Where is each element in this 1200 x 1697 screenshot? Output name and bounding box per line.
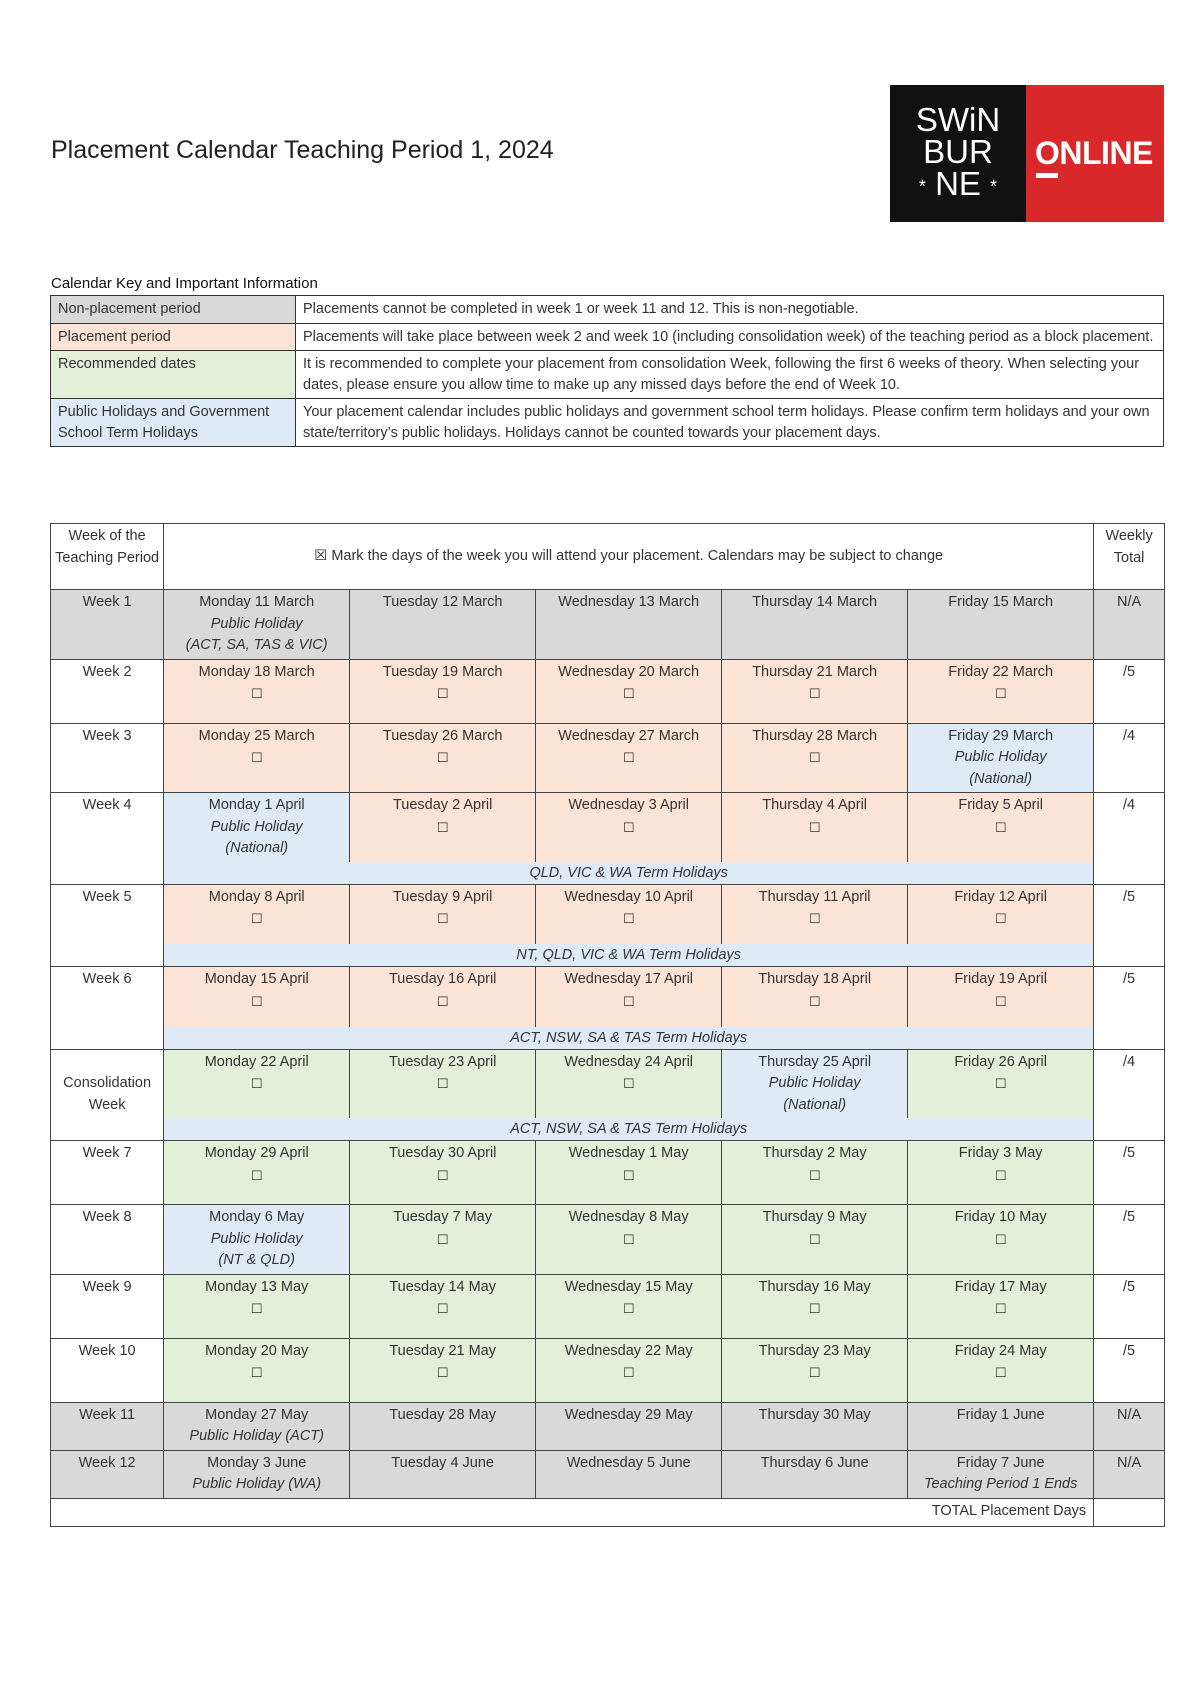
attendance-checkbox[interactable]: ☐: [250, 993, 263, 1009]
week-row: [51, 1402, 1165, 1450]
attendance-checkbox[interactable]: ☐: [436, 750, 449, 765]
day-date: Wednesday 13 March: [558, 594, 700, 610]
day-date: Wednesday 20 March: [558, 663, 700, 680]
day-cell[interactable]: [908, 1338, 1094, 1402]
day-date: Friday 19 April: [954, 971, 1047, 987]
day-date: Monday 29 April: [204, 1145, 309, 1161]
weekly-total: N/A: [1094, 1450, 1165, 1498]
weekly-total-header: Weekly Total: [1094, 524, 1165, 590]
day-note-detail: (ACT, SA, TAS & VIC): [185, 637, 328, 653]
attendance-checkbox[interactable]: ☐: [622, 993, 635, 1009]
weekly-total: /4: [1094, 723, 1165, 793]
day-date: Monday 15 April: [204, 971, 309, 987]
day-date: Friday 29 March: [948, 727, 1054, 744]
week-row: [51, 967, 1165, 1027]
day-cell[interactable]: [350, 723, 536, 793]
attendance-checkbox[interactable]: ☐: [808, 819, 821, 835]
day-cell[interactable]: [908, 659, 1094, 723]
day-date: Tuesday 30 April: [388, 1145, 497, 1161]
day-date: Friday 10 May: [954, 1209, 1047, 1225]
day-cell[interactable]: [908, 967, 1094, 1027]
day-date: Wednesday 29 May: [564, 1406, 693, 1423]
week-row: [51, 723, 1165, 793]
day-cell: [722, 590, 908, 660]
key-label: Recommended dates: [51, 351, 296, 399]
day-cell[interactable]: [164, 659, 350, 723]
week-row: [51, 659, 1165, 723]
day-date: Tuesday 9 April: [392, 888, 493, 905]
attendance-checkbox[interactable]: ☐: [436, 1231, 449, 1247]
day-cell[interactable]: [536, 1338, 722, 1402]
attendance-checkbox[interactable]: ☐: [994, 1301, 1007, 1316]
day-cell[interactable]: [722, 723, 908, 793]
day-cell[interactable]: [350, 1338, 536, 1402]
weekly-total: /5: [1094, 1274, 1165, 1338]
week-row: [51, 793, 1165, 862]
day-date: Monday 3 June: [207, 1454, 307, 1471]
page-title: Placement Calendar Teaching Period 1, 2024: [51, 136, 554, 164]
week-row: [51, 1450, 1165, 1498]
day-cell[interactable]: [536, 884, 722, 944]
day-cell[interactable]: [350, 1141, 536, 1205]
day-cell[interactable]: [722, 1274, 908, 1338]
day-cell[interactable]: [350, 793, 536, 862]
key-description: Placements cannot be completed in week 1 or week 11 and 12. This is non-negotiable.: [296, 296, 1164, 324]
day-date: Friday 5 April: [958, 797, 1043, 813]
week-row: [51, 884, 1165, 944]
day-note-detail: (National): [225, 840, 289, 856]
day-date: Thursday 6 June: [760, 1454, 869, 1471]
day-cell: [722, 1402, 908, 1450]
attendance-checkbox[interactable]: ☐: [436, 1076, 449, 1091]
term-holiday-row: [51, 1118, 1165, 1141]
attendance-checkbox[interactable]: ☐: [622, 1167, 635, 1183]
attendance-checkbox[interactable]: ☐: [994, 1076, 1007, 1091]
attendance-checkbox[interactable]: ☐: [622, 911, 635, 926]
day-note-detail: (National): [783, 1096, 847, 1113]
day-note: Public Holiday (WA): [192, 1476, 322, 1492]
weekly-total: /5: [1094, 884, 1165, 967]
total-row: [51, 1498, 1165, 1526]
logo-online-panel: [1026, 85, 1164, 222]
day-date: Wednesday 17 April: [564, 971, 694, 987]
week-column-header: Week of the Teaching Period: [51, 524, 164, 590]
day-note: Public Holiday (ACT): [189, 1428, 324, 1444]
day-cell: [536, 1450, 722, 1498]
day-date: Thursday 25 April: [758, 1053, 872, 1070]
term-holiday-banner: NT, QLD, VIC & WA Term Holidays: [164, 944, 1094, 967]
day-date: Tuesday 19 March: [382, 663, 503, 680]
term-holiday-banner: QLD, VIC & WA Term Holidays: [164, 862, 1094, 885]
week-label: Week 7: [51, 1141, 164, 1205]
weekly-total: /5: [1094, 1338, 1165, 1402]
day-date: Tuesday 7 May: [393, 1209, 492, 1225]
day-date: Friday 24 May: [954, 1342, 1047, 1359]
key-description: Placements will take place between week 2 and week 10 (including consolidation week) of the teaching period as a block placement.: [296, 323, 1164, 351]
attendance-checkbox[interactable]: ☐: [808, 911, 821, 926]
day-date: Monday 27 May: [205, 1406, 309, 1423]
day-cell[interactable]: [164, 967, 350, 1027]
attendance-checkbox[interactable]: ☐: [250, 750, 263, 765]
day-date: Wednesday 1 May: [568, 1145, 689, 1161]
attendance-checkbox[interactable]: ☐: [250, 911, 263, 926]
day-cell: [164, 793, 350, 862]
attendance-checkbox[interactable]: ☐: [436, 993, 449, 1009]
week-label: Consolidation Week: [51, 1049, 164, 1141]
day-date: Thursday 30 May: [758, 1406, 871, 1423]
attendance-checkbox[interactable]: ☐: [808, 1365, 821, 1380]
weekly-total: N/A: [1094, 590, 1165, 660]
logo-line-3: * NE *: [918, 165, 998, 203]
day-date: Thursday 23 May: [758, 1342, 871, 1359]
calendar-key-table: [50, 295, 1164, 447]
day-cell[interactable]: [536, 967, 722, 1027]
star-icon: *: [918, 176, 926, 197]
logo-wordmark: [890, 85, 1026, 222]
attendance-checkbox[interactable]: ☐: [250, 1365, 263, 1380]
calendar-header-row: [51, 524, 1165, 590]
attendance-checkbox[interactable]: ☐: [808, 686, 821, 701]
weekly-total: /4: [1094, 793, 1165, 885]
day-date: Tuesday 16 April: [388, 971, 497, 987]
day-date: Wednesday 8 May: [568, 1209, 689, 1225]
day-cell[interactable]: [908, 1205, 1094, 1275]
total-placement-days-label: TOTAL Placement Days: [51, 1498, 1094, 1526]
day-cell[interactable]: [164, 884, 350, 944]
day-date: Wednesday 15 May: [564, 1278, 693, 1295]
day-date: Friday 17 May: [954, 1278, 1047, 1295]
day-date: Wednesday 22 May: [564, 1342, 693, 1359]
instruction-header: ☒ Mark the days of the week you will attend your placement. Calendars may be subject to change: [164, 524, 1094, 590]
day-date: Thursday 9 May: [762, 1209, 867, 1225]
attendance-checkbox[interactable]: ☐: [622, 686, 635, 701]
day-date: Monday 20 May: [205, 1342, 309, 1359]
weekly-total: /5: [1094, 659, 1165, 723]
day-cell: [350, 1450, 536, 1498]
week-label: Week 12: [51, 1450, 164, 1498]
logo-line-1: SWiN: [915, 101, 1001, 139]
week-label: Week 3: [51, 723, 164, 793]
attendance-checkbox[interactable]: ☐: [622, 819, 635, 835]
key-label: Non-placement period: [51, 296, 296, 324]
key-label: Placement period: [51, 323, 296, 351]
day-date: Monday 25 March: [198, 727, 315, 744]
day-cell[interactable]: [536, 1141, 722, 1205]
attendance-checkbox[interactable]: ☐: [994, 1231, 1007, 1247]
day-cell[interactable]: [164, 723, 350, 793]
logo-online-text: ONLINE: [1035, 135, 1153, 171]
attendance-checkbox[interactable]: ☐: [994, 819, 1007, 835]
day-note: Public Holiday: [954, 749, 1047, 765]
day-cell[interactable]: [350, 1274, 536, 1338]
day-date: Monday 13 May: [205, 1278, 309, 1295]
key-label: Public Holidays and Government School Term Holidays: [51, 399, 296, 447]
day-cell[interactable]: [536, 723, 722, 793]
day-date: Friday 26 April: [954, 1053, 1047, 1070]
day-cell: [350, 590, 536, 660]
day-cell: [908, 590, 1094, 660]
key-row: [51, 323, 1164, 351]
key-heading: Calendar Key and Important Information: [51, 275, 318, 292]
key-description: It is recommended to complete your placement from consolidation Week, following the first 6 weeks of theory. When selecting your dates, please ensure you allow time to make up any missed days before the end of Week 10.: [296, 351, 1164, 399]
day-cell[interactable]: [722, 884, 908, 944]
day-note: Public Holiday: [768, 1075, 861, 1091]
attendance-checkbox[interactable]: ☐: [436, 819, 449, 835]
attendance-checkbox[interactable]: ☐: [808, 1167, 821, 1183]
day-date: Monday 6 May: [209, 1209, 305, 1225]
week-label: Week 9: [51, 1274, 164, 1338]
day-date: Monday 1 April: [208, 797, 305, 813]
term-holiday-row: [51, 1027, 1165, 1050]
day-date: Thursday 11 April: [758, 888, 871, 905]
attendance-checkbox[interactable]: ☐: [250, 1301, 263, 1316]
day-date: Thursday 28 March: [752, 727, 878, 744]
day-cell: [536, 590, 722, 660]
attendance-checkbox[interactable]: ☐: [250, 1167, 263, 1183]
day-date: Thursday 16 May: [758, 1278, 871, 1295]
day-date: Monday 18 March: [198, 663, 315, 680]
day-note-detail: (NT & QLD): [218, 1252, 295, 1268]
day-cell: [164, 1402, 350, 1450]
attendance-checkbox[interactable]: ☐: [808, 1301, 821, 1316]
day-cell[interactable]: [908, 1274, 1094, 1338]
week-row: [51, 590, 1165, 660]
attendance-checkbox[interactable]: ☐: [994, 911, 1007, 926]
day-cell[interactable]: [722, 967, 908, 1027]
day-cell[interactable]: [536, 1205, 722, 1275]
day-cell[interactable]: [536, 793, 722, 862]
day-cell[interactable]: [908, 884, 1094, 944]
attendance-checkbox[interactable]: ☐: [250, 686, 263, 701]
day-date: Tuesday 2 April: [392, 797, 493, 813]
day-cell: [908, 1450, 1094, 1498]
week-label: Week 1: [51, 590, 164, 660]
day-date: Monday 8 April: [208, 888, 305, 905]
day-cell: [722, 1049, 908, 1118]
day-note: Public Holiday: [210, 1230, 303, 1247]
day-date: Thursday 2 May: [762, 1145, 867, 1161]
attendance-checkbox[interactable]: ☐: [622, 1301, 635, 1316]
week-label: Week 2: [51, 659, 164, 723]
day-date: Tuesday 23 April: [388, 1053, 497, 1070]
week-label: Week 11: [51, 1402, 164, 1450]
day-cell: [164, 590, 350, 660]
day-date: Thursday 21 March: [752, 663, 878, 680]
key-description: Your placement calendar includes public holidays and government school term holidays. Please confirm term holidays and your own state/territory’s public holidays. Holidays cannot be counted towards your placement days.: [296, 399, 1164, 447]
attendance-checkbox[interactable]: ☐: [994, 993, 1007, 1009]
day-cell[interactable]: [164, 1049, 350, 1118]
attendance-checkbox[interactable]: ☐: [808, 1231, 821, 1247]
week-row: [51, 1205, 1165, 1275]
day-note: Public Holiday: [210, 818, 303, 835]
day-cell[interactable]: [722, 1205, 908, 1275]
day-note-detail: (National): [969, 770, 1033, 787]
logo-dash: [1036, 173, 1058, 178]
day-date: Wednesday 3 April: [568, 797, 689, 813]
day-date: Friday 1 June: [956, 1406, 1045, 1423]
term-holiday-row: [51, 862, 1165, 885]
attendance-checkbox[interactable]: ☐: [808, 750, 821, 765]
day-date: Tuesday 26 March: [382, 727, 503, 744]
term-holiday-banner: ACT, NSW, SA & TAS Term Holidays: [164, 1118, 1094, 1141]
day-cell: [722, 1450, 908, 1498]
day-date: Wednesday 10 April: [564, 888, 694, 905]
day-date: Wednesday 5 June: [566, 1454, 691, 1471]
attendance-checkbox[interactable]: ☐: [436, 911, 449, 926]
day-date: Friday 22 March: [948, 663, 1054, 680]
day-date: Thursday 4 April: [762, 797, 868, 813]
day-date: Tuesday 14 May: [389, 1278, 496, 1295]
day-cell: [350, 1402, 536, 1450]
day-cell[interactable]: [164, 1274, 350, 1338]
week-row: [51, 1049, 1165, 1118]
week-label: Week 10: [51, 1338, 164, 1402]
star-icon: *: [990, 176, 998, 197]
week-label: Week 4: [51, 793, 164, 885]
day-cell[interactable]: [164, 1338, 350, 1402]
term-holiday-row: [51, 944, 1165, 967]
day-cell[interactable]: [350, 1049, 536, 1118]
day-cell[interactable]: [350, 1205, 536, 1275]
day-date: Tuesday 4 June: [391, 1454, 494, 1471]
day-date: Friday 3 May: [958, 1145, 1043, 1161]
day-cell[interactable]: [350, 967, 536, 1027]
week-label: Week 5: [51, 884, 164, 967]
day-date: Friday 15 March: [948, 594, 1054, 610]
day-date: Monday 22 April: [204, 1053, 309, 1070]
day-cell[interactable]: [536, 1049, 722, 1118]
day-cell[interactable]: [908, 1141, 1094, 1205]
weekly-total: /5: [1094, 1205, 1165, 1275]
day-note: Public Holiday: [210, 615, 303, 632]
day-note: Teaching Period 1 Ends: [923, 1476, 1078, 1492]
day-date: Monday 11 March: [199, 594, 315, 610]
day-date: Thursday 14 March: [752, 594, 878, 610]
day-date: Tuesday 28 May: [389, 1406, 496, 1423]
day-cell[interactable]: [350, 884, 536, 944]
day-cell[interactable]: [536, 1274, 722, 1338]
day-cell[interactable]: [908, 793, 1094, 862]
key-row: [51, 296, 1164, 324]
attendance-checkbox[interactable]: ☐: [622, 1076, 635, 1091]
day-cell[interactable]: [722, 1141, 908, 1205]
key-row: [51, 351, 1164, 399]
week-label: Week 8: [51, 1205, 164, 1275]
weekly-total: N/A: [1094, 1402, 1165, 1450]
swinburne-online-logo: [890, 85, 1164, 222]
day-cell[interactable]: [722, 1338, 908, 1402]
attendance-checkbox[interactable]: ☐: [622, 1365, 635, 1380]
day-cell[interactable]: [908, 1049, 1094, 1118]
week-label: Week 6: [51, 967, 164, 1050]
attendance-checkbox[interactable]: ☐: [994, 1167, 1007, 1183]
day-cell: [164, 1205, 350, 1275]
weekly-total: /5: [1094, 967, 1165, 1050]
day-cell[interactable]: [722, 659, 908, 723]
attendance-checkbox[interactable]: ☐: [436, 1365, 449, 1380]
term-holiday-banner: ACT, NSW, SA & TAS Term Holidays: [164, 1027, 1094, 1050]
day-date: Friday 12 April: [954, 888, 1047, 905]
attendance-checkbox[interactable]: ☐: [436, 1301, 449, 1316]
key-row: [51, 399, 1164, 447]
day-date: Tuesday 12 March: [382, 594, 503, 610]
week-row: [51, 1274, 1165, 1338]
attendance-checkbox[interactable]: ☐: [250, 1076, 263, 1091]
weekly-total: /5: [1094, 1141, 1165, 1205]
attendance-checkbox[interactable]: ☐: [994, 686, 1007, 701]
attendance-checkbox[interactable]: ☐: [436, 686, 449, 701]
week-row: [51, 1141, 1165, 1205]
day-cell: [164, 1450, 350, 1498]
attendance-checkbox[interactable]: ☐: [622, 750, 635, 765]
placement-calendar-table: [50, 523, 1165, 1527]
week-row: [51, 1338, 1165, 1402]
day-date: Wednesday 27 March: [558, 727, 700, 744]
day-cell: [908, 723, 1094, 793]
day-date: Thursday 18 April: [758, 971, 872, 987]
day-cell[interactable]: [350, 659, 536, 723]
attendance-checkbox[interactable]: ☐: [436, 1167, 449, 1183]
logo-line-2: BUR: [923, 133, 993, 171]
weekly-total: /4: [1094, 1049, 1165, 1141]
total-placement-days-value[interactable]: [1094, 1498, 1165, 1526]
day-cell: [536, 1402, 722, 1450]
day-date: Wednesday 24 April: [564, 1053, 694, 1070]
attendance-checkbox[interactable]: ☐: [622, 1231, 635, 1247]
day-cell: [908, 1402, 1094, 1450]
day-cell[interactable]: [164, 1141, 350, 1205]
attendance-checkbox[interactable]: ☐: [994, 1365, 1007, 1380]
day-date: Tuesday 21 May: [389, 1342, 496, 1359]
attendance-checkbox[interactable]: ☐: [808, 993, 821, 1009]
day-cell[interactable]: [722, 793, 908, 862]
day-cell[interactable]: [536, 659, 722, 723]
day-date: Friday 7 June: [956, 1454, 1045, 1471]
